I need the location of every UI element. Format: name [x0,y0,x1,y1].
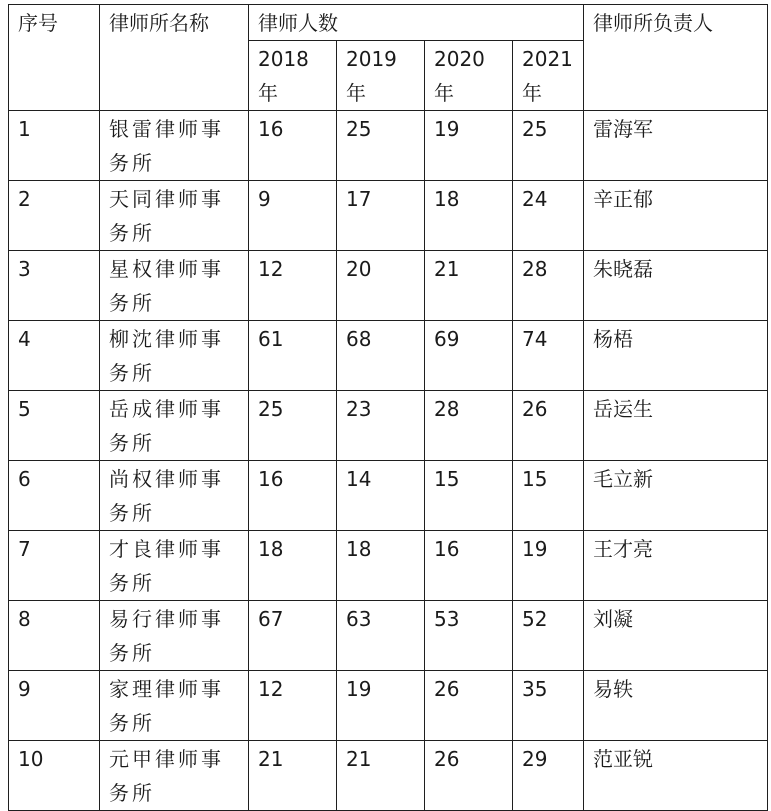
cell-count-2020: 16 [425,531,513,601]
header-year-2018: 2018年 [249,41,337,111]
cell-head-person: 雷海军 [584,111,768,181]
cell-count-2021: 28 [513,251,584,321]
cell-count-2021: 29 [513,741,584,811]
header-year-2020: 2020年 [425,41,513,111]
cell-count-2019: 20 [337,251,425,321]
cell-count-2020: 26 [425,741,513,811]
cell-count-2020: 28 [425,391,513,461]
cell-index: 7 [9,531,100,601]
cell-firm-name: 银雷律师事务所 [100,111,249,181]
table-row [9,531,768,601]
cell-count-2019: 21 [337,741,425,811]
law-firm-table [8,4,768,811]
cell-firm-name: 星权律师事务所 [100,251,249,321]
cell-count-2021: 19 [513,531,584,601]
header-year-2021: 2021年 [513,41,584,111]
table-row [9,111,768,181]
header-head-person: 律师所负责人 [584,5,768,111]
cell-count-2020: 15 [425,461,513,531]
cell-count-2018: 25 [249,391,337,461]
table-row [9,461,768,531]
cell-firm-name: 易行律师事务所 [100,601,249,671]
cell-index: 5 [9,391,100,461]
cell-index: 8 [9,601,100,671]
cell-count-2018: 67 [249,601,337,671]
cell-index: 10 [9,741,100,811]
cell-count-2021: 26 [513,391,584,461]
table-row [9,741,768,811]
table-row [9,321,768,391]
cell-count-2018: 9 [249,181,337,251]
header-row [9,5,768,41]
cell-count-2019: 17 [337,181,425,251]
cell-head-person: 毛立新 [584,461,768,531]
cell-firm-name: 元甲律师事务所 [100,741,249,811]
table-row [9,601,768,671]
cell-index: 6 [9,461,100,531]
header-lawyer-count: 律师人数 [249,5,584,41]
cell-count-2019: 68 [337,321,425,391]
cell-count-2018: 12 [249,251,337,321]
cell-index: 1 [9,111,100,181]
cell-index: 9 [9,671,100,741]
cell-count-2019: 23 [337,391,425,461]
cell-count-2021: 25 [513,111,584,181]
cell-firm-name: 天同律师事务所 [100,181,249,251]
cell-count-2018: 61 [249,321,337,391]
cell-head-person: 王才亮 [584,531,768,601]
cell-count-2019: 63 [337,601,425,671]
cell-count-2018: 21 [249,741,337,811]
cell-index: 4 [9,321,100,391]
cell-count-2019: 14 [337,461,425,531]
cell-count-2021: 74 [513,321,584,391]
cell-head-person: 杨梧 [584,321,768,391]
cell-count-2020: 21 [425,251,513,321]
cell-firm-name: 尚权律师事务所 [100,461,249,531]
cell-count-2021: 24 [513,181,584,251]
cell-count-2020: 69 [425,321,513,391]
cell-count-2020: 53 [425,601,513,671]
cell-count-2020: 18 [425,181,513,251]
cell-count-2021: 52 [513,601,584,671]
cell-head-person: 朱晓磊 [584,251,768,321]
cell-count-2018: 16 [249,111,337,181]
cell-index: 3 [9,251,100,321]
table-row [9,391,768,461]
cell-head-person: 易轶 [584,671,768,741]
cell-head-person: 刘凝 [584,601,768,671]
cell-count-2019: 19 [337,671,425,741]
cell-head-person: 辛正郁 [584,181,768,251]
cell-firm-name: 才良律师事务所 [100,531,249,601]
cell-head-person: 范亚锐 [584,741,768,811]
cell-count-2020: 19 [425,111,513,181]
cell-firm-name: 岳成律师事务所 [100,391,249,461]
header-index: 序号 [9,5,100,111]
cell-count-2020: 26 [425,671,513,741]
cell-count-2021: 15 [513,461,584,531]
cell-head-person: 岳运生 [584,391,768,461]
table-row [9,251,768,321]
header-year-2019: 2019年 [337,41,425,111]
table-row [9,671,768,741]
table-row [9,181,768,251]
header-firm-name: 律师所名称 [100,5,249,111]
cell-count-2021: 35 [513,671,584,741]
cell-index: 2 [9,181,100,251]
cell-firm-name: 家理律师事务所 [100,671,249,741]
cell-count-2018: 16 [249,461,337,531]
cell-count-2019: 18 [337,531,425,601]
cell-firm-name: 柳沈律师事务所 [100,321,249,391]
cell-count-2019: 25 [337,111,425,181]
cell-count-2018: 18 [249,531,337,601]
cell-count-2018: 12 [249,671,337,741]
